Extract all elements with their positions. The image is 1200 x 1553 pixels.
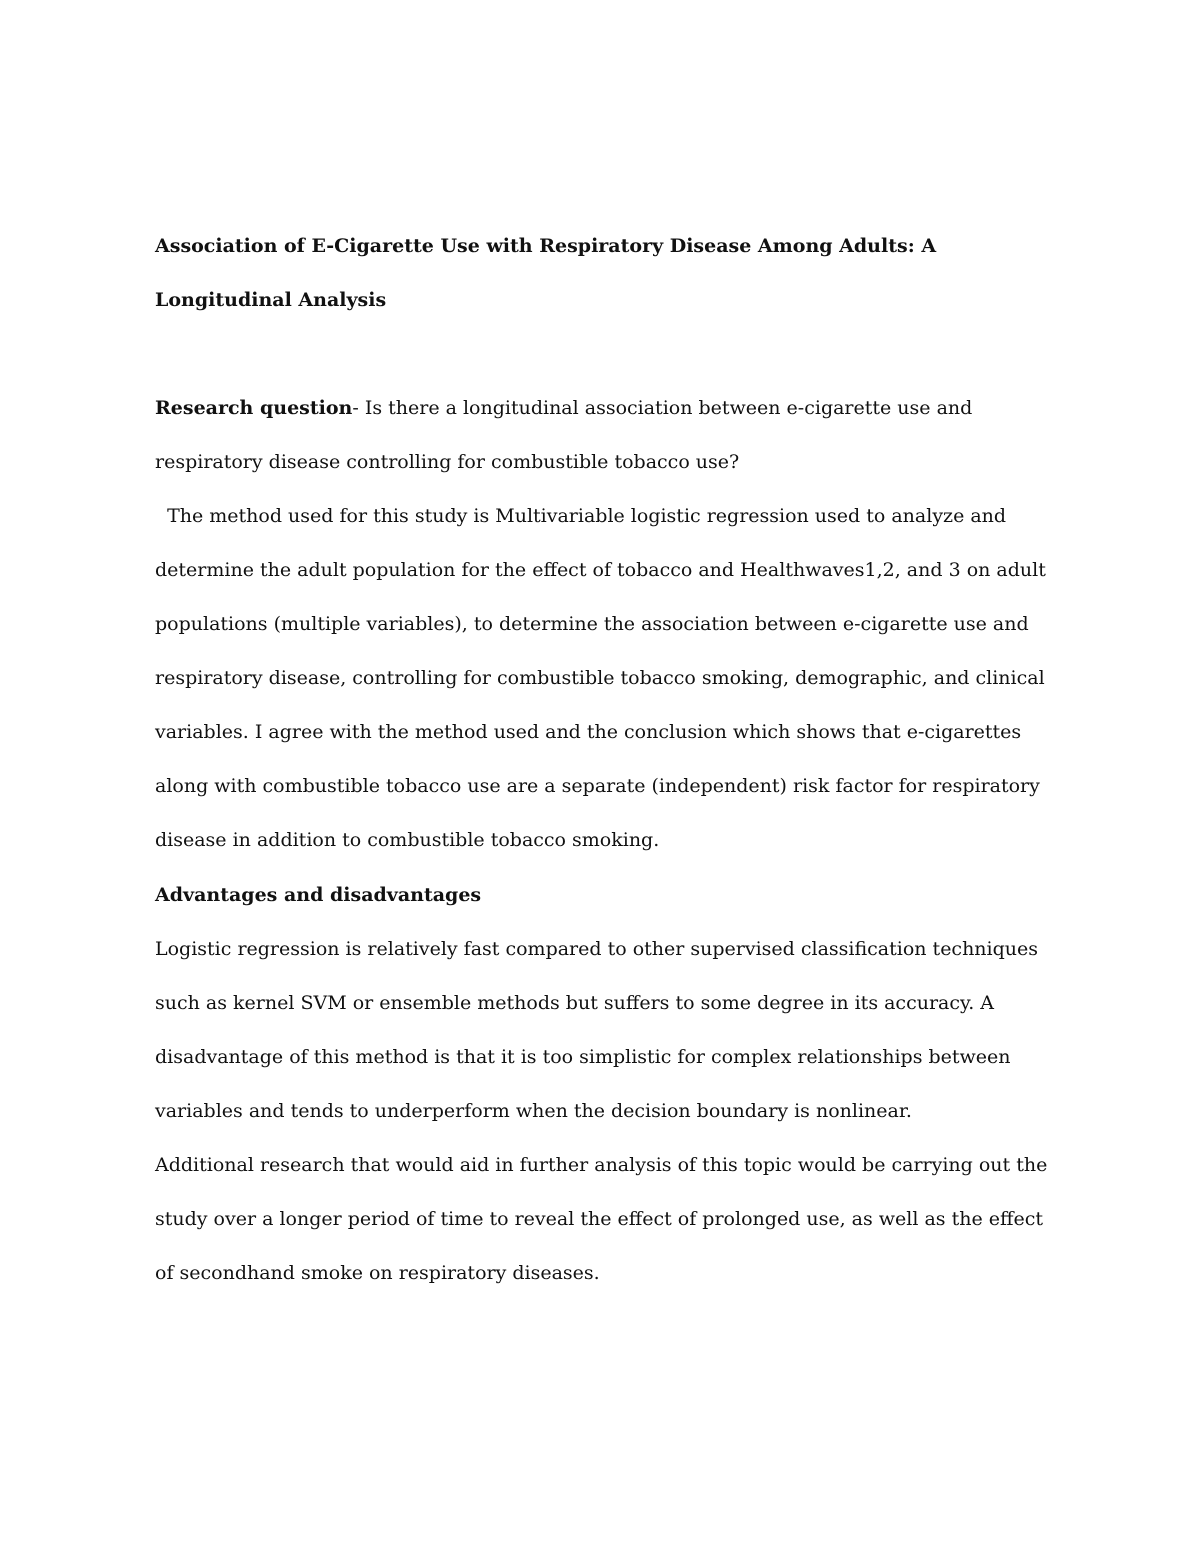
additional-research-paragraph: Additional research that would aid in further analysis of this topic would be carrying out the study over a longer period of time to reveal the effect of prolonged use, as well as the effect of secondhand smoke on respiratory diseases. xyxy=(155,1154,1048,1284)
advantages-paragraph: Logistic regression is relatively fast compared to other supervised classification techniques such as kernel SVM or ensemble methods but suffers to some degree in its accuracy. A disadvantage of this method is that it is too simplistic for complex relationships between variables and tends to underperform when the decision boundary is nonlinear. xyxy=(155,938,1039,1122)
research-question-paragraph xyxy=(155,381,1055,489)
research-question-label: Research question xyxy=(155,397,353,419)
document-title: Association of E-Cigarette Use with Respiratory Disease Among Adults: A Longitudinal Analysis xyxy=(155,235,937,311)
research-question-text: - Is there a longitudinal association between e-cigarette use and respiratory disease controlling for combustible tobacco use? xyxy=(155,397,973,473)
method-paragraph-text: The method used for this study is Multivariable logistic regression used to analyze and determine the adult population for the effect of tobacco and Healthwaves1,2, and 3 on adult populations (multiple variables), to determine the association between e-cigarette use and respiratory disease, controlling for combustible tobacco smoking, demographic, and clinical variables. I agree with the method used and the conclusion which shows that e-cigarettes along with combustible tobacco use are a separate (independent) risk factor for respiratory disease in addition to combustible tobacco smoking. xyxy=(155,505,1046,851)
method-paragraph xyxy=(155,489,1055,867)
advantages-heading: Advantages and disadvantages xyxy=(155,884,482,906)
